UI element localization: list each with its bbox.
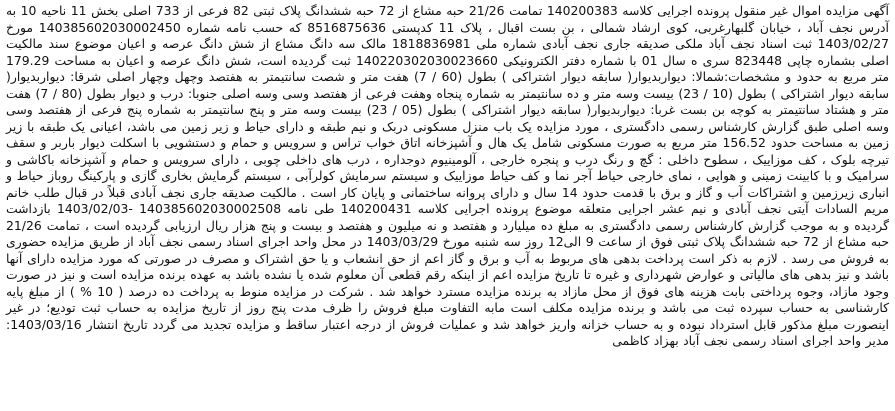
notice-body: آگهی مزایده اموال غیر منقول پرونده اجرایی کلاسه 140200383 تمامت 21/26 حبه مشاع از 72 حبه ششدانگ پلاک ثبتی 82 فرعی از 733 اصلی بخش 11 ناحیه 10 به آدرس نجف آباد ، خیابان گلبهارغربی، کوی ارشاد شمالی ، بن بست اقبال ، پلاک 11 کدپستی 8516875636 که حسب نامه شماره 140385602030002450 مورخ 1403/02/27 ثبت اسناد نجف آباد ملکی صدیقه جاری نجف آبادی شماره ملی 1818836981 مالک سه دانگ مشاع از شش دانگ عرصه و اعیان موضوع سند مالکیت اصلی بشماره چاپی 823448 سری ه سال 01 با شماره دفتر الکترونیکی 140220302030023660 ثبت گردیده است، شش دانگ عرصه و اعیان به مساحت 179.29 متر مربع به حدود و مشخصات:شمالا: دیواربدیوار( سابقه دیوار اشتراکی ) بطول (60 / 7) هفت متر و شصت سانتیمتر به هفتصد وچهل وچهار اصلی شرقا: دیواربدیوار( سابقه دیوار اشتراکی ) بطول (10 / 23) بیست وسه متر و ده سانتیمتر به شماره پنجاه وهفت فرعی از هفتصد وسی وسه اصلی جنوبا: درب و دیوار بطول (80 / 7) هفت متر و هشتاد سانتیمتر به کوچه بن بست غربا: دیواربدیوار( سابقه دیوار اشتراکی ) بطول (05 / 23) بیست وسه متر و پنج سانتیمتر به شماره پنج فرعی از هفتصد وسی وسه اصلی طبق گزارش کارشناس رسمی دادگستری ، مورد مزایده یک باب منزل مسکونی دربک و نیم طبقه و دارای حیاط و زیر زمین می باشد، اعیانی یک طبقه با زیر زمین به مساحت حدود 156.52 متر مربع به صورت مسکونی شامل یک هال و آشپزخانه اتاق خواب تراس و سرویس و حمام و دستشویی با اسکلت دیوار باربر و سقف تیرچه بلوک ، کف موزاییک ، سطوح داخلی : گچ و رنگ درب و پنجره خارجی ، آلومینیوم دوجداره ، درب های داخلی چوبی ، دارای سرویس و حمام و آشپزخانه باکاشی و سرامیک و با کابینت زمینی و هوایی ، نمای خارجی حیاط آجر نما و کف حیاط موزاییک و سیستم سرمایش کولرآبی ، سیستم گرمایش بخاری گازی و پارکینگ روباز حیاط و انباری زیرزمین و اشتراکات آب و گاز و برق با قدمت حدود 14 سال و دارای پروانه ساختمانی و پایان کار است . مالکیت صدیقه جاری نجف آبادی قبلاً در قبال طلب خانم مریم السادات آیتی نجف آبادی و نیم عشر اجرایی متعلقه موضوع پرونده اجرایی کلاسه 140200431 طی نامه 140385602030002508 -1403/02/03 بازداشت گردیده و به موجب گزارش کارشناس رسمی دادگستری به مبلغ ده میلیارد و هفتصد و نه میلیون و هفتصد و بیست و پنج هزار ریال ارزیابی گردیده است ، تمامت 21/26 حبه مشاع از 72 حبه ششدانگ پلاک ثبتی فوق از ساعت 9 الی12 روز سه شنبه مورخ 1403/03/29 در محل واحد اجرای اسناد رسمی نجف آباد از طریق مزایده حضوری به فروش می رسد . لازم به ذکر است پرداخت بدهی های مربوط به آب و برق و گاز اعم از حق انشعاب و یا حق اشتراک و مصرف در صورتی که مورد مزایده دارای آنها باشد و نیز بدهی های مالیاتی و عوارض شهرداری و غیره تا تاریخ مزایده اعم از اینکه رقم قطعی آن معلوم شده یا نشده باشد به عهده برنده مزایده است و نیز در صورت وجود مازاد، وجوه پرداختی بابت هزینه های فوق از محل مازاد به برنده مزایده مسترد خواهد شد . شرکت در مزایده منوط به پرداخت ده درصد ( 10 % ) از مبلغ پایه کارشناسی به حساب سپرده ثبت می باشد و برنده مزایده مکلف است مابه التفاوت مبلغ فروش را ظرف مدت پنج روز از تاریخ مزایده به حساب ثبت تودیع؛ در غیر اینصورت مبلغ مذکور قابل استرداد نبوده و به حساب خزانه واریز خواهد شد و عملیات فروش از درجه اعتبار ساقط و مزایده تجدید می گردد تاریخ انتشار [6,3,890,332]
notice-signature-line: 1403/03/16: مدیر واحد اجرای اسناد رسمی نجف آباد بهزاد کاظمی [6,316,889,348]
auction-notice-text [6,3,889,350]
